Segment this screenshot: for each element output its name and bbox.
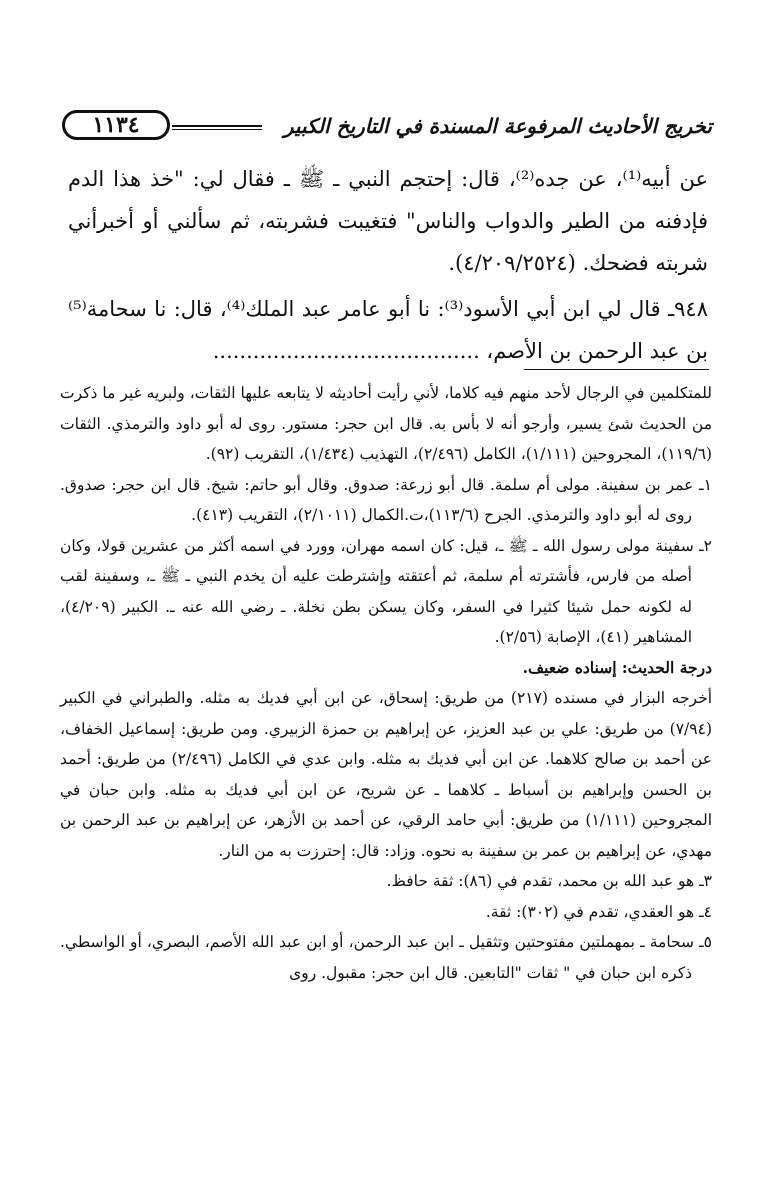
- hadith-948: ٩٤٨ـ قال لي ابن أبي الأسود⁽³⁾: نا أبو عامر عبد الملك⁽⁴⁾، قال: نا سحامة⁽⁵⁾بن عبد الرحمن بن الأصم، ........................................: [68, 297, 708, 363]
- footnotes: [60, 378, 712, 988]
- footnote-1: ١ـ عمر بن سفينة. مولى أم سلمة. قال أبو زرعة: صدوق. وقال أبو حاتم: شيخ. قال ابن حجر: صدوق. روى له أبو داود والترمذي. الجرح (١١٣/٦)،ت.الكمال (٢/١٠١١)، التقريب (٤١٣).: [60, 475, 712, 524]
- footnote-3: ٣ـ هو عبد الله بن محمد، تقدم في (٨٦): ثقة حافظ.: [386, 872, 712, 890]
- footnote-5: ٥ـ سحامة ـ بمهملتين مفتوحتين وتثقيل ـ ابن عبد الرحمن، أو ابن عبد الله الأصم، البصري، أو الواسطي. ذكره ابن حبان في " ثقات "التابعين. قال ابن حجر: مقبول. روى: [60, 933, 712, 982]
- hadith-text: عن أبيه⁽¹⁾، عن جده⁽²⁾، قال: إحتجم النبي ـ ﷺ ـ فقال لي: "خذ هذا الدم فإدفنه من الطير والدواب والناس" فتغيبت فشربته، ثم سألني أو أخبرأني شربته فضحك. (٤/٢٠٩/٢٥٢٤).: [68, 167, 708, 275]
- footnote-4: ٤ـ هو العقدي، تقدم في (٣٠٢): ثقة.: [485, 902, 712, 921]
- page-header: [62, 108, 712, 148]
- takhrij-paragraph: أخرجه البزار في مسنده (٢١٧) من طريق: إسحاق، عن ابن أبي فديك به مثله. والطبراني في الكبير (٧/٩٤) من طريق: علي بن عبد العزيز، عن إبراهيم بن حمزة الزبيري. ومن طريق: إسماعيل الخفاف، عن أحمد بن صالح كلاهما. عن ابن أبي فديك به مثله. وابن عدي في الكامل (٢/٤٩٦) من طريق: أحمد بن الحسن وإبراهيم بن أسباط ـ كلاهما ـ عن شريح، عن ابن أبي فديك به مثله. وابن حبان في المجروحين (١/١١١) من طريق: أبي حامد الرقي، عن أحمد بن الأزهر، عن إبراهيم بن عبد الرحمن بن مهدي، عن إبراهيم بن عمر بن سفينة به نحوه. وزاد: قال: إحترزت به من النار.: [60, 689, 713, 860]
- header-rule: [172, 125, 262, 130]
- footnote-2: ٢ـ سفينة مولى رسول الله ـ ﷺ ـ، قيل: كان اسمه مهران، وورد في اسمه أكثر من عشرين قولا، وكان أصله من فارس، فأشترته أم سلمة، ثم أعتقته وإشترطت عليه أن يخدم النبي ـ ﷺ ـ، وسفينة لقب له لكونه حمل شيئا كثيرا في السفر، وكان يسكن بطن نخلة. ـ رضي الله عنه ـ. الكبير (٤/٢٠٩)، المشاهير (٤١)، الإصابة (٢/٥٦).: [60, 536, 712, 646]
- footnote-divider: [524, 369, 709, 370]
- running-title: تخريج الأحاديث المرفوعة المسندة في التاريخ الكبير: [283, 114, 712, 138]
- hadith-grade: درجة الحديث: إسناده ضعيف.: [522, 657, 712, 677]
- main-text: [68, 158, 708, 372]
- page-number: ١١٣٤: [62, 110, 170, 140]
- footnote-continuation: للمتكلمين في الرجال لأحد منهم فيه كلاما، لأني رأيت أحاديثه لا يتابعه عليها الثقات، ولبريه غير ما ذكرت من الحديث شئ يسير، وأرجو أنه لا بأس به. قال ابن حجر: مستور. روى له أبو داود والترمذي. الثقات (١١٩/٦)، المجروحين (١/١١١)، الكامل (٢/٤٩٦)، التهذيب (١/٤٣٤)، التقريب (٩٢).: [60, 384, 712, 463]
